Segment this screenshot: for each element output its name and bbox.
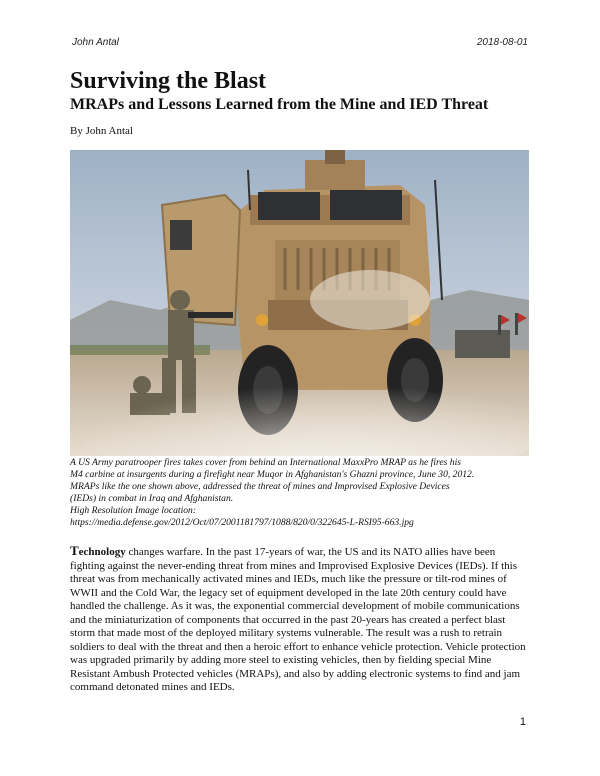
caption-line: MRAPs like the one shown above, addressed the threat of mines and Improvised Explosive Devices xyxy=(70,481,450,492)
caption-line: (IEDs) in combat in Iraq and Afghanistan. xyxy=(70,493,234,504)
caption-line: M4 carbine at insurgents during a firefight near Muqor in Afghanistan's Ghazni province, June 30, 2012. xyxy=(70,469,475,480)
page-number: 1 xyxy=(519,716,526,728)
running-header-author: John Antal xyxy=(72,37,119,48)
photo-caption xyxy=(70,457,532,529)
mrap-photo xyxy=(70,150,529,456)
body-paragraph xyxy=(70,544,532,695)
running-header-date: 2018-08-01 xyxy=(476,37,528,48)
mrap-photo-illustration xyxy=(70,150,529,456)
article-title: Surviving the Blast xyxy=(70,68,267,94)
drop-cap-initial: T xyxy=(70,543,79,558)
paragraph-text: changes warfare. In the past 17-years of war, the US and its NATO allies have been fighting against the never-ending threat from mines and Improvised Explosive Devices (IEDs). If this threat was from mechanically activated mines and IEDs, much like the pressure or tilt-rod mines of WWII and the Cold War, the legacy set of equipment developed in the late 20th century could have handled the challenge. As it was, the exponential commercial development of mobile communications and the miniaturization of components that occurred in the past 20-years has created a perfect blast storm that made most of the deployed military systems vulnerable. The result was a rush to retrain soldiers to deal with the threat and then a heroic effort to enhance vehicle protection. Vehicle protection was upgraded primarily by adding more steel to existing vehicles, then by fielding special Mine Resistant Ambush Protected vehicles (MRAPs), and also by adding electronic systems to find and jam command detonated mines and IEDs. xyxy=(70,546,526,693)
caption-image-url: https://media.defense.gov/2012/Oct/07/2001181797/1088/820/0/322645-L-RSI95-663.jpg xyxy=(70,517,414,528)
article-subtitle: MRAPs and Lessons Learned from the Mine and IED Threat xyxy=(70,96,489,113)
caption-line: A US Army paratrooper fires takes cover from behind an International MaxxPro MRAP as he fires his xyxy=(70,457,461,468)
byline: By John Antal xyxy=(70,125,133,137)
lead-word: echnology xyxy=(78,546,126,558)
caption-line: High Resolution Image location: xyxy=(70,505,197,516)
